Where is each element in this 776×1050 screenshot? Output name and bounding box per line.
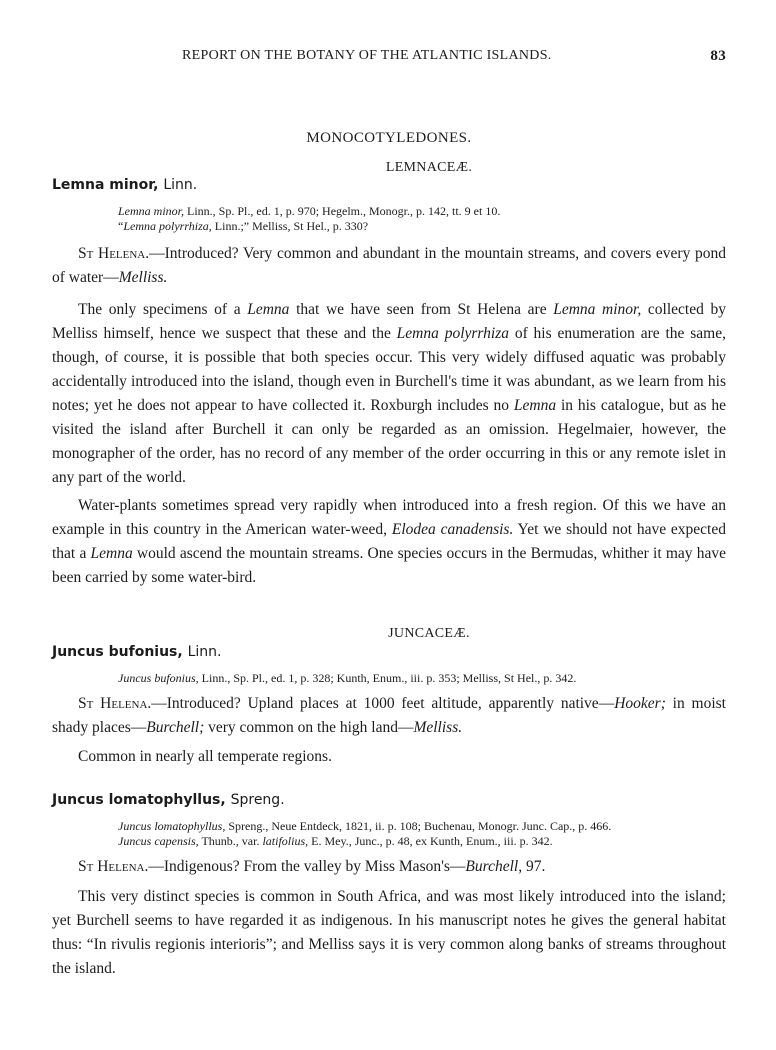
species-name: Lemna minor, [52,177,159,193]
citation-line: “Lemna polyrrhiza, Linn.;” Melliss, St Hel., p. 330? [118,219,369,233]
bufonius-text [52,692,726,769]
running-title: REPORT ON THE BOTANY OF THE ATLANTIC ISLANDS. [182,48,552,63]
locality-paragraph: St Helena.—Indigenous? From the valley by Miss Mason's—Burchell, 97. [78,858,546,875]
citation-list [52,819,776,849]
species-heading-lemna-minor [52,177,726,193]
species-heading-juncus-lomatophyllus: Juncus lomatophyllus, Spreng. [52,792,285,808]
citation-line: Juncus lomatophyllus, Spreng., Neue Entdeck, 1821, ii. p. 108; Buchenau, Monogr. Junc. Cap., p. 466. [118,819,612,833]
lemna-text [52,242,726,590]
discussion-paragraph: Water-plants sometimes spread very rapidly when introduced into a fresh region. Of this we have an example in this country in the American water-weed, Elodea canadensis. Yet we should not have expected that a Lemna would ascend the mountain streams. One species occurs in the Bermudas, whither it may have been carried by some water-bird. [52,497,726,586]
locality-paragraph: St Helena.—Introduced? Very common and abundant in the mountain streams, and covers every pond of water—Melliss. [52,245,726,286]
note-paragraph: Common in nearly all temperate regions. [78,748,332,765]
citation-list [52,204,776,234]
section-title: MONOCOTYLEDONES. [306,130,472,146]
locality-paragraph: St Helena.—Introduced? Upland places at 1000 feet altitude, apparently native—Hooker; in moist shady places—Burchell; very common on the high land—Melliss. [52,695,726,736]
family-heading-juncaceae: JUNCACEÆ. [388,626,470,641]
species-authority: Linn. [163,177,198,193]
citation-line: Lemna minor, Linn., Sp. Pl., ed. 1, p. 970; Hegelm., Monogr., p. 142, tt. 9 et 10. [118,204,501,218]
discussion-paragraph: The only specimens of a Lemna that we have seen from St Helena are Lemna minor, collected by Melliss himself, hence we suspect that these and the Lemna polyrrhiza of his enumeration are the same, though, of course, it is possible that both species occur. This very widely diffused aquatic was probably accidentally introduced into the island, though even in Burchell's time it was abundant, as we learn from his notes; yet he does not appear to have collected it. Roxburgh includes no Lemna in his catalogue, but as he visited the island after Burchell it can only be regarded as an omission. Hegelmaier, however, the monographer of the order, has no record of any member of the order occurring in this or any remote islet in any part of the world. [52,301,726,486]
lomatophyllus-text [52,855,726,981]
page-number: 83 [710,48,726,64]
species-heading-juncus-bufonius: Juncus bufonius, Linn. [52,644,222,660]
family-heading-lemnaceae: LEMNACEÆ. [385,160,473,175]
citation-line: Juncus capensis, Thunb., var. latifolius, E. Mey., Junc., p. 48, ex Kunth, Enum., iii. p. 342. [118,834,553,848]
citation-line: Juncus bufonius, Linn., Sp. Pl., ed. 1, p. 328; Kunth, Enum., iii. p. 353; Melliss, St Hel., p. 342. [118,671,577,685]
discussion-paragraph: This very distinct species is common in South Africa, and was most likely introduced into the island; yet Burchell seems to have regarded it as indigenous. In his manuscript notes he gives the general habitat thus: “In rivulis regionis interioris”; and Melliss says it is very common along banks of streams throughout the island. [52,888,726,977]
